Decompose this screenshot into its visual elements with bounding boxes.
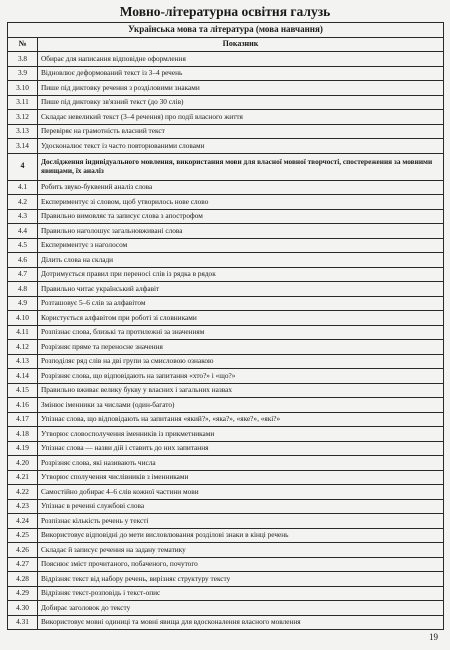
row-number: 4.25 <box>8 528 38 543</box>
table-row <box>8 485 444 500</box>
row-number: 4.4 <box>8 224 38 239</box>
row-indicator: Пише під диктовку зв'язний текст (до 30 слів) <box>38 95 444 110</box>
page-title: Мовно-літературна освітня галузь <box>119 4 331 19</box>
row-indicator: Самостійно добирає 4–6 слів кожної частини мови <box>38 485 444 500</box>
table-row <box>8 398 444 413</box>
indicators-table <box>7 22 444 630</box>
row-indicator: Складає й записує речення на задану тематику <box>38 543 444 558</box>
table-row <box>8 139 444 154</box>
row-number: 4.19 <box>8 441 38 456</box>
table-row <box>8 110 444 125</box>
table-row <box>8 572 444 587</box>
row-number: 4.29 <box>8 586 38 601</box>
row-indicator: Розподіляє ряд слів на дві групи за смисловою ознакою <box>38 354 444 369</box>
row-number: 3.12 <box>8 110 38 125</box>
row-indicator: Використовує мовні одиниці та мовні явища для вдосконалення власного мовлення <box>38 615 444 630</box>
table-row <box>8 282 444 297</box>
row-number: 4.9 <box>8 296 38 311</box>
row-indicator: Експериментує зі словом, щоб утворилось нове слово <box>38 195 444 210</box>
row-indicator: Пише під диктовку речення з розділовими знаками <box>38 81 444 96</box>
table-row <box>8 311 444 326</box>
table-header-row <box>8 37 444 52</box>
table-row <box>8 412 444 427</box>
table-row <box>8 66 444 81</box>
table-row <box>8 528 444 543</box>
row-number: 4.24 <box>8 514 38 529</box>
table-row <box>8 586 444 601</box>
table-row <box>8 267 444 282</box>
row-indicator: Експериментує з наголосом <box>38 238 444 253</box>
row-number: 4.28 <box>8 572 38 587</box>
row-number: 4.26 <box>8 543 38 558</box>
row-number: 4.11 <box>8 325 38 340</box>
row-indicator: Правильно вживає велику букву у власних і загальних назвах <box>38 383 444 398</box>
page-number: 19 <box>429 632 438 642</box>
table-row <box>8 195 444 210</box>
table-row <box>8 601 444 616</box>
table-row <box>8 514 444 529</box>
row-indicator: Правильно наголошує загальновживані слова <box>38 224 444 239</box>
table-row <box>8 557 444 572</box>
row-number: 4.17 <box>8 412 38 427</box>
row-indicator: Використовує відповідні до мети висловлювання розділові знаки в кінці речень <box>38 528 444 543</box>
table-row <box>8 383 444 398</box>
row-indicator: Ділить слова на склади <box>38 253 444 268</box>
row-number: 4.23 <box>8 499 38 514</box>
column-header-indicator: Показник <box>38 37 444 52</box>
table-row <box>8 470 444 485</box>
row-number: 3.10 <box>8 81 38 96</box>
row-indicator: Пояснює зміст прочитаного, побаченого, почутого <box>38 557 444 572</box>
row-indicator: Упізнає в реченні службові слова <box>38 499 444 514</box>
table-row <box>8 296 444 311</box>
table-row <box>8 369 444 384</box>
row-indicator: Правильно читає український алфавіт <box>38 282 444 297</box>
table-row <box>8 224 444 239</box>
column-header-number: № <box>8 37 38 52</box>
row-indicator: Змінює іменники за числами (один-багато) <box>38 398 444 413</box>
row-indicator: Розрізняє слова, що відповідають на запитання «хто?» і «що?» <box>38 369 444 384</box>
row-number: 3.11 <box>8 95 38 110</box>
row-indicator: Розпізнає кількість речень у тексті <box>38 514 444 529</box>
row-number: 4.20 <box>8 456 38 471</box>
table-row <box>8 543 444 558</box>
row-number: 4.18 <box>8 427 38 442</box>
row-number: 4.10 <box>8 311 38 326</box>
table-row <box>8 81 444 96</box>
row-number: 4.13 <box>8 354 38 369</box>
table-row <box>8 124 444 139</box>
row-number: 4.27 <box>8 557 38 572</box>
row-indicator: Відрізняє текст від набору речень, вирізняє структуру тексту <box>38 572 444 587</box>
row-indicator: Упізнає слова — назви дій і ставить до них запитання <box>38 441 444 456</box>
row-number: 4.2 <box>8 195 38 210</box>
table-row <box>8 238 444 253</box>
table-row <box>8 441 444 456</box>
table-banner: Українська мова та література (мова навчання) <box>8 23 444 38</box>
table-row <box>8 253 444 268</box>
table-banner-row <box>8 23 444 38</box>
row-indicator: Розрізняє пряме та переносне значення <box>38 340 444 355</box>
row-number: 4.1 <box>8 180 38 195</box>
table-row <box>8 354 444 369</box>
table-row <box>8 153 444 180</box>
table-row <box>8 325 444 340</box>
row-indicator: Утворює сполучення числівників з іменниками <box>38 470 444 485</box>
row-indicator: Утворює словосполучення іменників із прикметниками <box>38 427 444 442</box>
table-row <box>8 340 444 355</box>
row-number: 4.21 <box>8 470 38 485</box>
row-indicator: Відновлює деформований текст із 3–4 речень <box>38 66 444 81</box>
row-indicator: Розпізнає слова, близькі та протилежні за значенням <box>38 325 444 340</box>
row-number: 3.9 <box>8 66 38 81</box>
row-indicator: Робить звуко-буквений аналіз слова <box>38 180 444 195</box>
row-number: 4.22 <box>8 485 38 500</box>
table-row <box>8 180 444 195</box>
table-row <box>8 499 444 514</box>
table-row <box>8 427 444 442</box>
table-row <box>8 456 444 471</box>
row-number: 4.3 <box>8 209 38 224</box>
row-number: 4.8 <box>8 282 38 297</box>
row-number: 4.31 <box>8 615 38 630</box>
table-row <box>8 615 444 630</box>
row-indicator: Дослідження індивідуального мовлення, використання мови для власної мовної творчості, спостереження за мовними явищами, їх аналіз <box>38 153 444 180</box>
table-row <box>8 95 444 110</box>
table-row <box>8 52 444 67</box>
row-number: 3.8 <box>8 52 38 67</box>
row-indicator: Розташовує 5–6 слів за алфавітом <box>38 296 444 311</box>
row-indicator: Користується алфавітом при роботі зі словниками <box>38 311 444 326</box>
row-number: 4.15 <box>8 383 38 398</box>
row-indicator: Обирає для написання відповідне оформлення <box>38 52 444 67</box>
row-number: 4.12 <box>8 340 38 355</box>
row-indicator: Складає невеликий текст (3–4 речення) про події власного життя <box>38 110 444 125</box>
row-indicator: Упізнає слова, що відповідають на запитання «який?», «яка?», «яке?», «які?» <box>38 412 444 427</box>
row-number: 4.16 <box>8 398 38 413</box>
table-row <box>8 209 444 224</box>
row-indicator: Удосконалює текст із часто повторюваними словами <box>38 139 444 154</box>
row-indicator: Відрізняє текст-розповідь і текст-опис <box>38 586 444 601</box>
row-number: 3.13 <box>8 124 38 139</box>
row-number: 4.14 <box>8 369 38 384</box>
row-number: 4.30 <box>8 601 38 616</box>
row-indicator: Дотримується правил при переносі слів із рядка в рядок <box>38 267 444 282</box>
row-number: 4.6 <box>8 253 38 268</box>
row-indicator: Розрізняє слова, які називають числа <box>38 456 444 471</box>
row-number: 4.7 <box>8 267 38 282</box>
row-number: 4.5 <box>8 238 38 253</box>
row-number: 4 <box>8 153 38 180</box>
row-indicator: Перевіряє на грамотність власний текст <box>38 124 444 139</box>
row-indicator: Добирає заголовок до тексту <box>38 601 444 616</box>
row-indicator: Правильно вимовляє та записує слова з апострофом <box>38 209 444 224</box>
row-number: 3.14 <box>8 139 38 154</box>
